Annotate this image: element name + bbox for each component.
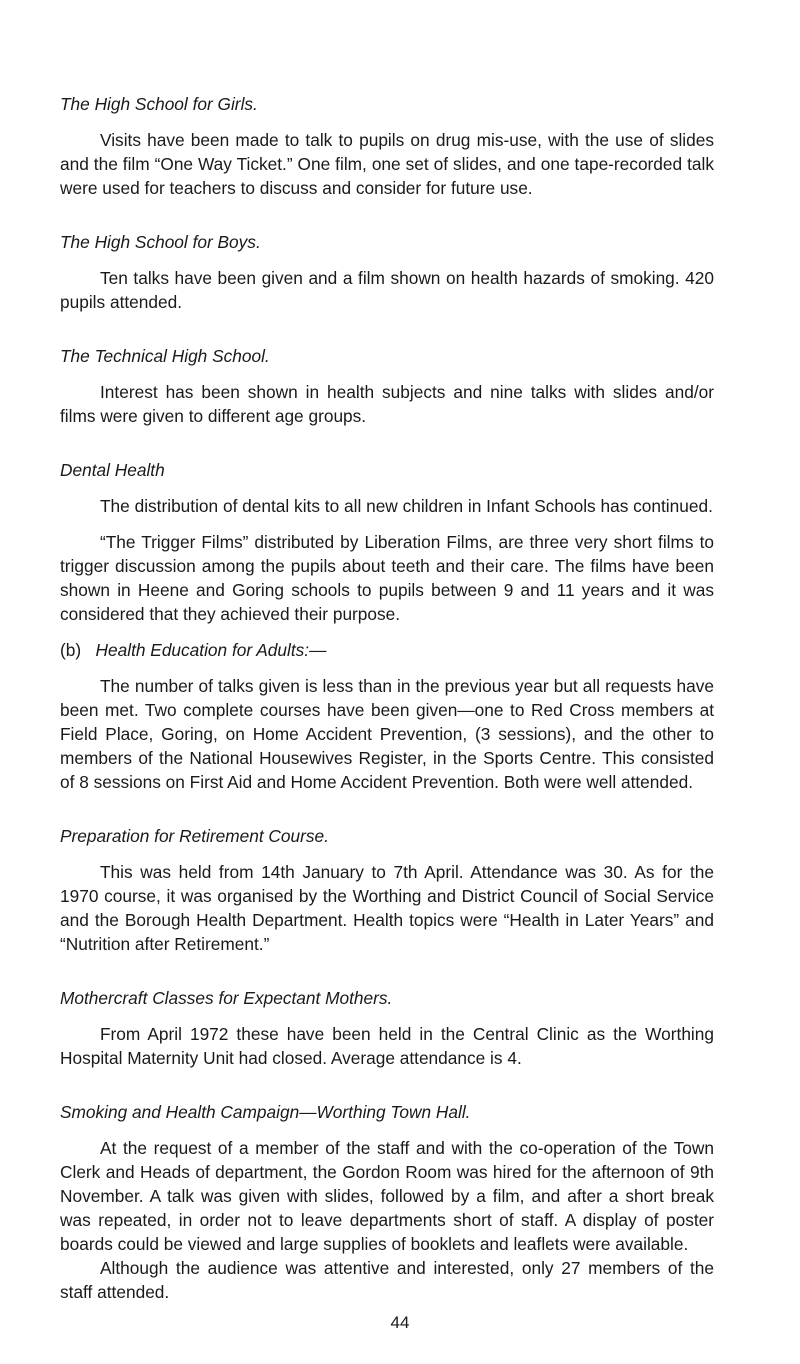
section-heading-adults xyxy=(60,638,714,662)
section-title-adults: Health Education for Adults:— xyxy=(95,640,327,660)
paragraph-trigger-films: “The Trigger Films” distributed by Liberation Films, are three very short films to trigger discussion among the pupils about teeth and their care. The films have been shown in Heene and Goring schools to pupils between 9 and 11 years and it was considered that they achieved their purpose. xyxy=(60,532,714,624)
paragraph-retirement: This was held from 14th January to 7th April. Attendance was 30. As for the 1970 course, it was organised by the Worthing and District Council of Social Service and the Borough Health Department. Health topics were “Health in Later Years” and “Nutrition after Retirement.” xyxy=(60,862,714,954)
section-heading-girls-school: The High School for Girls. xyxy=(60,94,258,114)
paragraph-dental-kits: The distribution of dental kits to all new children in Infant Schools has continued. xyxy=(100,496,713,516)
section-heading-technical-school: The Technical High School. xyxy=(60,346,270,366)
page-number: 44 xyxy=(390,1313,410,1332)
section-heading-smoking-campaign: Smoking and Health Campaign—Worthing Town Hall. xyxy=(60,1102,471,1122)
paragraph-smoking-campaign: At the request of a member of the staff and with the co-operation of the Town Clerk and Heads of department, the Gordon Room was hired for the afternoon of 9th November. A talk was given with slides, followed by a film, and after a short break was repeated, in order not to leave departments short of staff. A display of poster boards could be viewed and large supplies of booklets and leaflets were available. xyxy=(60,1138,714,1254)
paragraph-boys-school: Ten talks have been given and a film shown on health hazards of smoking. 420 pupils attended. xyxy=(60,268,714,312)
paragraph-smoking-attendance: Although the audience was attentive and interested, only 27 members of the staff attended. xyxy=(60,1258,714,1302)
section-heading-retirement: Preparation for Retirement Course. xyxy=(60,826,329,846)
paragraph-girls-school: Visits have been made to talk to pupils on drug mis-use, with the use of slides and the film “One Way Ticket.” One film, one set of slides, and one tape-recorded talk were used for teachers to discuss and consider for future use. xyxy=(60,130,714,198)
paragraph-adults: The number of talks given is less than in the previous year but all requests have been met. Two complete courses have been given—one to Red Cross members at Field Place, Goring, on Home Accident Prevention, (3 sessions), and the other to members of the National Housewives Register, in the Sports Centre. This consisted of 8 sessions on First Aid and Home Accident Prevention. Both were well attended. xyxy=(60,676,714,792)
section-heading-mothercraft: Mothercraft Classes for Expectant Mothers. xyxy=(60,988,393,1008)
section-label-b: (b) xyxy=(60,640,82,660)
paragraph-mothercraft: From April 1972 these have been held in the Central Clinic as the Worthing Hospital Maternity Unit had closed. Average attendance is 4. xyxy=(60,1024,714,1068)
section-heading-boys-school: The High School for Boys. xyxy=(60,232,261,252)
paragraph-technical-school: Interest has been shown in health subjects and nine talks with slides and/or films were given to different age groups. xyxy=(60,382,714,426)
section-heading-dental-health: Dental Health xyxy=(60,460,165,480)
document-page xyxy=(60,92,714,1304)
